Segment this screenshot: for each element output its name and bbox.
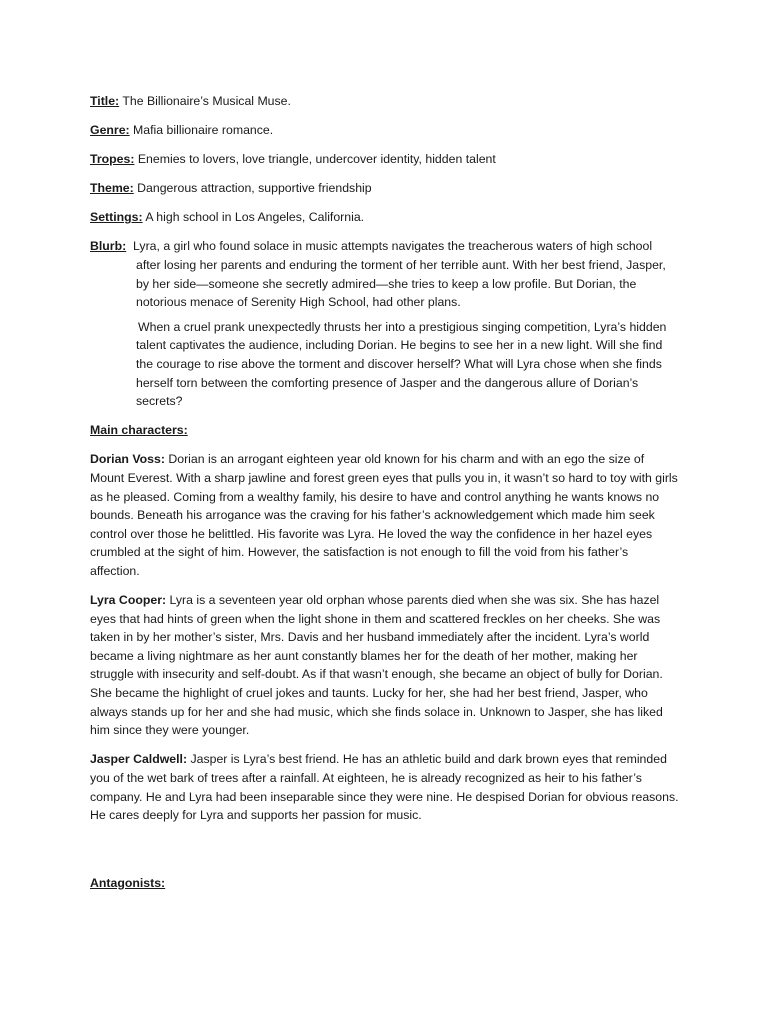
character-lyra-name: Lyra Cooper: <box>90 593 167 608</box>
settings-label: Settings: <box>90 210 143 225</box>
theme-line <box>90 179 680 198</box>
character-dorian-description: Dorian is an arrogant eighteen year old known for his charm and with an ego the size of Mount Everest. With a sharp jawline and forest green eyes that pulls you in, it wasn’t so hard to toy with girls as he pleased. Coming from a wealthy family, his desire to have and control anything he wants knows no bounds. Beneath his arrogance was the craving for his father’s acknowledgement which made him seek control over those he belittled. His favorite was Lyra. He loved the way the confidence in her hazel eyes crumbled at the sight of him. However, the satisfaction is not enough to fill the void from his father’s affection. <box>90 452 678 578</box>
genre-label: Genre: <box>90 123 130 138</box>
character-jasper-name: Jasper Caldwell: <box>90 752 188 767</box>
tropes-value: Enemies to lovers, love triangle, undercover identity, hidden talent <box>134 152 496 167</box>
main-characters-heading: Main characters: <box>90 423 188 438</box>
title-label: Title: <box>90 94 120 108</box>
settings-value: A high school in Los Angeles, California. <box>142 210 365 225</box>
title-value: The Billionaire’s Musical Muse. <box>119 94 291 108</box>
character-dorian-name: Dorian Voss: <box>90 452 165 467</box>
theme-value: Dangerous attraction, supportive friendship <box>133 181 372 196</box>
character-jasper <box>90 750 680 824</box>
character-dorian <box>90 450 680 580</box>
title-line <box>90 92 680 111</box>
blurb-paragraph-2: When a cruel prank unexpectedly thrusts her into a prestigious singing competition, Lyra’s hidden talent captivates the audience, including Dorian. He begins to see her in a new light. Will she find the courage to rise above the torment and discover herself? What will Lyra chose when she finds herself torn between the comforting presence of Jasper and the dangerous allure of Dorian’s secrets? <box>136 319 667 409</box>
antagonists-heading: Antagonists: <box>90 876 166 890</box>
tropes-label: Tropes: <box>90 152 135 167</box>
blurb-section <box>90 237 680 311</box>
settings-line <box>90 208 680 227</box>
blurb-label: Blurb: <box>90 239 127 254</box>
character-jasper-description: Jasper is Lyra’s best friend. He has an athletic build and dark brown eyes that reminded you of the wet bark of trees after a rainfall. At eighteen, he is already recognized as heir to his father’s company. He and Lyra had been inseparable since they were nine. He despised Dorian for obvious reasons. He cares deeply for Lyra and supports her passion for music. <box>90 752 679 823</box>
document-body <box>90 92 680 835</box>
genre-line <box>90 121 680 140</box>
blurb-paragraph-1-rest: after losing her parents and enduring the torment of her terrible aunt. With her best friend, Jasper, by her side—someone she secretly admired—she tries to keep a low profile. But Dorian, the notorious menace of Serenity High School, had other plans. <box>136 258 666 310</box>
character-lyra-description: Lyra is a seventeen year old orphan whose parents died when she was six. She has hazel eyes that had hints of green when the light shone in them and scattered freckles on her cheeks. She was taken in by her mother’s sister, Mrs. Davis and her husband immediately after the incident. Lyra’s world became a living nightmare as her aunt constantly blames her for the death of her mother, making her struggle with insecurity and self-doubt. As if that wasn’t enough, she became an object of bully for Dorian. She became the highlight of cruel jokes and taunts. Lucky for her, she had her best friend, Jasper, who always stands up for her and she had music, which she finds solace in. Unknown to Jasper, she has liked him since they were younger. <box>90 593 663 738</box>
blurb-first-line: Lyra, a girl who found solace in music attempts navigates the treacherous waters of high school <box>133 239 653 254</box>
genre-value: Mafia billionaire romance. <box>129 123 274 138</box>
character-lyra <box>90 591 680 740</box>
tropes-line <box>90 150 680 169</box>
theme-label: Theme: <box>90 181 134 196</box>
